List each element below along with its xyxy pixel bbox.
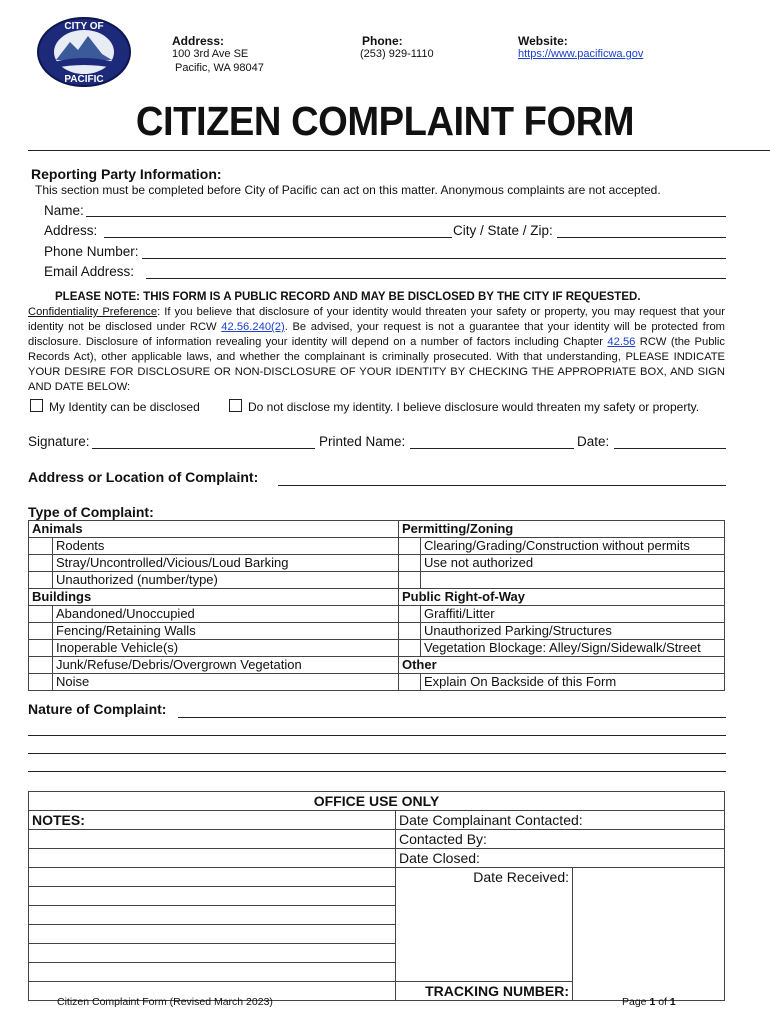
notes-row[interactable] <box>29 849 396 868</box>
right-type-label: Explain On Backside of this Form <box>420 674 724 691</box>
reporting-note: This section must be completed before City of Pacific can act on this matter. Anonymous complaints are not accepted. <box>35 183 661 197</box>
left-type-label: Abandoned/Unoccupied <box>53 606 399 623</box>
nondisclose-option[interactable]: Do not disclose my identity. I believe disclosure would threaten my safety or property. <box>229 399 699 414</box>
notes-row[interactable] <box>29 963 396 982</box>
left-type-checkbox[interactable] <box>29 572 53 589</box>
left-type-label: Stray/Uncontrolled/Vicious/Loud Barking <box>53 555 399 572</box>
left-type-checkbox[interactable] <box>29 623 53 640</box>
right-type-label: Graffiti/Litter <box>420 606 724 623</box>
email-field[interactable] <box>146 278 726 279</box>
address-label: Address: <box>172 34 225 48</box>
complaint-type-row <box>29 555 725 572</box>
left-type-label: Noise <box>53 674 399 691</box>
nature-field-line-4[interactable] <box>28 771 726 772</box>
phone-value: (253) 929-1110 <box>360 48 434 60</box>
nondisclose-checkbox[interactable] <box>229 399 242 412</box>
right-type-label: Unauthorized Parking/Structures <box>420 623 724 640</box>
office-use-heading: OFFICE USE ONLY <box>29 792 725 811</box>
name-label: Name: <box>44 203 84 218</box>
tracking-number-label: TRACKING NUMBER: <box>396 982 573 1001</box>
left-type-checkbox[interactable] <box>29 657 53 674</box>
left-type-checkbox[interactable] <box>29 538 53 555</box>
public-record-notice: PLEASE NOTE: THIS FORM IS A PUBLIC RECORD AND MAY BE DISCLOSED BY THE CITY IF REQUESTED. <box>55 291 641 303</box>
left-type-checkbox[interactable] <box>29 606 53 623</box>
complaint-type-row <box>29 623 725 640</box>
notes-row[interactable] <box>29 906 396 925</box>
footer-form-title: Citizen Complaint Form (Revised March 2023) <box>57 996 273 1008</box>
notes-row[interactable] <box>29 944 396 963</box>
complaint-type-row <box>29 606 725 623</box>
complaint-type-row <box>29 589 725 606</box>
complaint-type-table <box>28 520 725 691</box>
right-type-checkbox[interactable] <box>398 640 420 657</box>
phone-label: Phone: <box>362 34 403 48</box>
nature-label: Nature of Complaint: <box>28 701 167 717</box>
address-field[interactable] <box>104 237 452 238</box>
notes-row[interactable] <box>29 887 396 906</box>
right-type-checkbox[interactable] <box>398 623 420 640</box>
disclose-option[interactable]: My Identity can be disclosed <box>30 399 200 414</box>
complaint-type-row <box>29 538 725 555</box>
right-type-label: Use not authorized <box>420 555 724 572</box>
page-title: CITIZEN COMPLAINT FORM <box>135 98 635 144</box>
nature-field-line-1[interactable] <box>178 717 726 718</box>
right-category-heading: Public Right-of-Way <box>398 589 724 606</box>
date-contacted-label: Date Complainant Contacted: <box>396 811 725 830</box>
type-heading: Type of Complaint: <box>28 504 154 520</box>
right-type-checkbox[interactable] <box>398 606 420 623</box>
location-label: Address or Location of Complaint: <box>28 469 259 485</box>
complaint-type-row <box>29 640 725 657</box>
date-closed-label: Date Closed: <box>396 849 725 868</box>
notes-row[interactable] <box>29 830 396 849</box>
city-seal-logo <box>36 16 132 88</box>
left-type-checkbox[interactable] <box>29 640 53 657</box>
left-type-label: Unauthorized (number/type) <box>53 572 399 589</box>
date-field[interactable] <box>614 448 726 449</box>
right-type-label: Vegetation Blockage: Alley/Sign/Sidewalk/Street <box>420 640 724 657</box>
header-divider <box>28 150 770 151</box>
confidentiality-pref-label: Confidentiality Preference <box>28 306 158 318</box>
right-type-checkbox[interactable] <box>398 555 420 572</box>
contacted-by-label: Contacted By: <box>396 830 725 849</box>
reporting-heading: Reporting Party Information: <box>31 166 222 182</box>
confidentiality-paragraph: Confidentiality Preference: If you believe that disclosure of your identity would threaten your safety or property, you may request that your identity not be disclosed under RCW 42.56.240(2). Be advised, your request is not a guarantee that your identity will be protected from disclosure. Disclosure of information revealing your identity will depend on a number of factors including Chapter 42.56 RCW (the Public Records Act), other applicable laws, and whether the complainant is criminally prosecuted. With that understanding, PLEASE INDICATE YOUR DESIRE FOR DISCLOSURE OR NON-DISCLOSURE OF YOUR IDENTITY BY CHECKING THE APPROPRIATE BOX, AND SIGN AND DATE BELOW: <box>28 306 725 393</box>
complaint-type-row <box>29 657 725 674</box>
website-label: Website: <box>518 34 568 48</box>
date-received-label: Date Received: <box>396 868 573 982</box>
website-link[interactable]: https://www.pacificwa.gov <box>518 48 644 60</box>
right-category-heading: Permitting/Zoning <box>398 521 724 538</box>
name-field[interactable] <box>86 216 726 217</box>
left-type-label: Rodents <box>53 538 399 555</box>
disclose-checkbox[interactable] <box>30 399 43 412</box>
printed-name-label: Printed Name: <box>319 434 406 449</box>
svg-text:CITY OF: CITY OF <box>64 21 104 32</box>
right-type-checkbox[interactable] <box>398 674 420 691</box>
page-number: Page 1 of 1 <box>622 996 676 1008</box>
address-line1: 100 3rd Ave SE <box>172 48 249 60</box>
svg-text:PACIFIC: PACIFIC <box>64 74 104 85</box>
city-state-zip-label: City / State / Zip: <box>453 223 553 238</box>
rcw-42-56-240-link[interactable]: 42.56.240(2) <box>221 321 285 333</box>
left-type-label: Inoperable Vehicle(s) <box>53 640 399 657</box>
signature-field[interactable] <box>92 448 315 449</box>
left-type-label: Fencing/Retaining Walls <box>53 623 399 640</box>
date-label: Date: <box>577 434 610 449</box>
notes-label: NOTES: <box>29 811 396 830</box>
right-type-checkbox[interactable] <box>398 538 420 555</box>
left-type-checkbox[interactable] <box>29 674 53 691</box>
left-type-label: Junk/Refuse/Debris/Overgrown Vegetation <box>53 657 399 674</box>
address-line2: Pacific, WA 98047 <box>175 62 264 74</box>
complaint-type-row <box>29 674 725 691</box>
date-received-field[interactable] <box>573 868 725 1001</box>
nature-field-line-3[interactable] <box>28 753 726 754</box>
chapter-42-56-link[interactable]: 42.56 <box>607 336 636 348</box>
address-field-label: Address: <box>44 223 98 238</box>
right-type-checkbox[interactable] <box>398 572 420 589</box>
email-label: Email Address: <box>44 264 135 279</box>
right-category-heading: Other <box>398 657 724 674</box>
phone-number-label: Phone Number: <box>44 244 139 259</box>
city-state-zip-field[interactable] <box>557 237 726 238</box>
location-field[interactable] <box>278 485 726 486</box>
right-type-label <box>420 572 724 589</box>
phone-number-field[interactable] <box>142 258 726 259</box>
office-use-table <box>28 791 725 1001</box>
left-category-heading: Animals <box>29 521 399 538</box>
complaint-type-row <box>29 572 725 589</box>
complaint-type-row <box>29 521 725 538</box>
nature-field-line-2[interactable] <box>28 735 726 736</box>
signature-label: Signature: <box>28 434 90 449</box>
right-type-label: Clearing/Grading/Construction without permits <box>420 538 724 555</box>
left-type-checkbox[interactable] <box>29 555 53 572</box>
left-category-heading: Buildings <box>29 589 399 606</box>
notes-row[interactable] <box>29 925 396 944</box>
printed-name-field[interactable] <box>410 448 574 449</box>
notes-row[interactable] <box>29 868 396 887</box>
